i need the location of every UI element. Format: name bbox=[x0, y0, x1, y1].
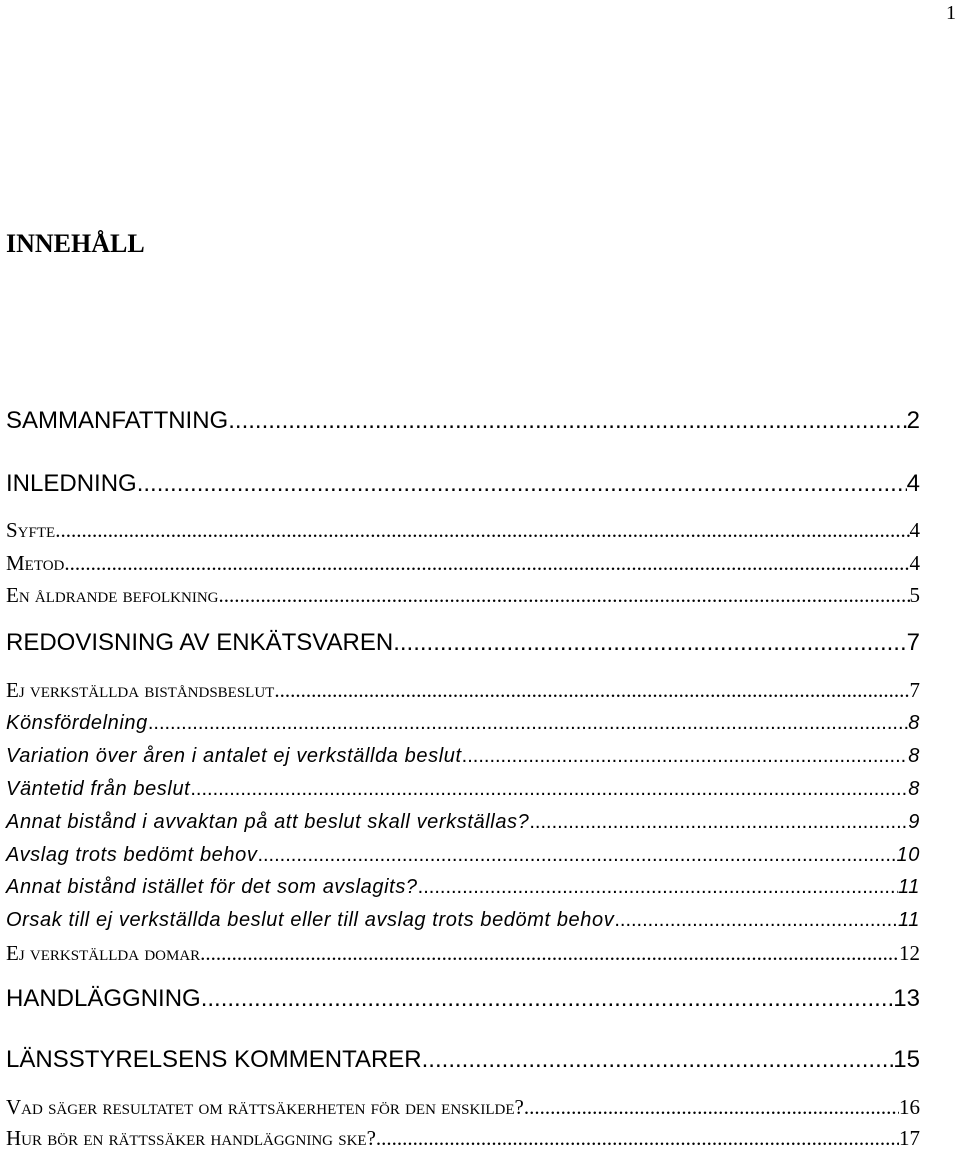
toc-entry-inledning[interactable] bbox=[6, 469, 920, 499]
toc-entry-page: 8 bbox=[908, 778, 920, 800]
toc-entry-page: 15 bbox=[893, 1046, 920, 1073]
toc-entry-page: 7 bbox=[906, 629, 920, 656]
toc-entry-label: SAMMANFATTNING bbox=[6, 407, 229, 434]
dot-leader bbox=[228, 406, 906, 436]
dot-leader bbox=[393, 628, 906, 658]
toc-entry-ej-verkstallda-domar[interactable] bbox=[6, 940, 920, 966]
toc-entry-label: Orsak till ej verkställda beslut eller till avslag trots bedömt behov bbox=[6, 909, 615, 931]
toc-entry-annat-bistand-avvaktan[interactable] bbox=[6, 809, 920, 835]
toc-entry-label: En åldrande befolkning bbox=[6, 583, 219, 607]
dot-leader bbox=[614, 907, 898, 933]
toc-entry-label: REDOVISNING AV ENKÄTSVAREN bbox=[6, 629, 394, 656]
toc-entry-variation[interactable] bbox=[6, 743, 920, 769]
toc-entry-label: Vad säger resultatet om rättsäkerheten för den enskilde? bbox=[6, 1095, 524, 1119]
toc-entry-redovisning[interactable] bbox=[6, 628, 920, 658]
dot-leader bbox=[418, 874, 898, 900]
toc-entry-avslag-trots-bedomt-behov[interactable] bbox=[6, 842, 920, 868]
toc-entry-konsfordelning[interactable] bbox=[6, 710, 920, 736]
toc-entry-metod[interactable] bbox=[6, 550, 920, 576]
toc-entry-page: 10 bbox=[896, 844, 920, 866]
toc-entry-page: 4 bbox=[909, 518, 920, 542]
dot-leader bbox=[148, 710, 908, 736]
dot-leader bbox=[462, 743, 909, 769]
toc-entry-page: 17 bbox=[899, 1126, 920, 1150]
dot-leader bbox=[274, 677, 909, 703]
toc-entry-page: 11 bbox=[898, 876, 920, 898]
dot-leader bbox=[257, 842, 896, 868]
toc-entry-label: Metod bbox=[6, 551, 65, 575]
toc-entry-label: Hur bör en rättssäker handläggning ske? bbox=[6, 1126, 376, 1150]
toc-entry-orsak[interactable] bbox=[6, 907, 920, 933]
toc-entry-page: 16 bbox=[899, 1095, 920, 1119]
toc-entry-page: 8 bbox=[908, 745, 920, 767]
dot-leader bbox=[524, 1094, 899, 1120]
dot-leader bbox=[200, 940, 899, 966]
toc-entry-label: HANDLÄGGNING bbox=[6, 985, 201, 1012]
dot-leader bbox=[376, 1125, 899, 1151]
toc-entry-label: Syfte bbox=[6, 518, 56, 542]
toc-entry-label: Ej verkställda domar bbox=[6, 941, 201, 965]
toc-entry-page: 13 bbox=[893, 985, 920, 1012]
toc-entry-label: Variation över åren i antalet ej verkställda beslut bbox=[6, 745, 462, 767]
toc-entry-ej-verkstallda-bistandsbeslut[interactable] bbox=[6, 677, 920, 703]
dot-leader bbox=[64, 550, 909, 576]
toc-entry-syfte[interactable] bbox=[6, 517, 920, 543]
dot-leader bbox=[422, 1045, 894, 1075]
toc-title: INNEHÅLL bbox=[6, 229, 145, 258]
toc-entry-hur-bor[interactable] bbox=[6, 1125, 920, 1151]
toc-entry-en-aldrande-befolkning[interactable] bbox=[6, 582, 920, 608]
dot-leader bbox=[529, 809, 908, 835]
toc-entry-page: 2 bbox=[906, 407, 920, 434]
toc-entry-page: 5 bbox=[909, 583, 920, 607]
toc-entry-page: 11 bbox=[898, 909, 920, 931]
dot-leader bbox=[201, 984, 894, 1014]
toc-entry-label: INLEDNING bbox=[6, 470, 137, 497]
toc-entry-lansstyrelsens-kommentarer[interactable] bbox=[6, 1045, 920, 1075]
toc-entry-label: Ej verkställda biståndsbeslut bbox=[6, 678, 275, 702]
dot-leader bbox=[190, 776, 908, 802]
toc-entry-vad-sager-resultatet[interactable] bbox=[6, 1094, 920, 1120]
dot-leader bbox=[218, 582, 909, 608]
toc-entry-page: 4 bbox=[909, 551, 920, 575]
toc-entry-label: Avslag trots bedömt behov bbox=[6, 844, 258, 866]
toc-entry-label: Väntetid från beslut bbox=[6, 778, 191, 800]
toc-entry-label: Annat bistånd istället för det som avslagits? bbox=[6, 876, 418, 898]
toc-entry-label: Annat bistånd i avvaktan på att beslut skall verkställas? bbox=[6, 811, 530, 833]
dot-leader bbox=[55, 517, 909, 543]
toc-entry-page: 4 bbox=[906, 470, 920, 497]
toc-entry-annat-bistand-istallet[interactable] bbox=[6, 874, 920, 900]
toc-entry-label: Könsfördelning bbox=[6, 712, 148, 734]
toc-entry-page: 12 bbox=[899, 941, 920, 965]
page-number: 1 bbox=[946, 2, 956, 24]
toc-entry-page: 8 bbox=[908, 712, 920, 734]
toc-entry-page: 9 bbox=[908, 811, 920, 833]
toc-entry-vantetid[interactable] bbox=[6, 776, 920, 802]
dot-leader bbox=[137, 469, 907, 499]
toc-entry-page: 7 bbox=[909, 678, 920, 702]
toc-entry-sammanfattning[interactable] bbox=[6, 406, 920, 436]
toc-entry-handlaggning[interactable] bbox=[6, 984, 920, 1014]
toc-entry-label: LÄNSSTYRELSENS KOMMENTARER bbox=[6, 1046, 422, 1073]
